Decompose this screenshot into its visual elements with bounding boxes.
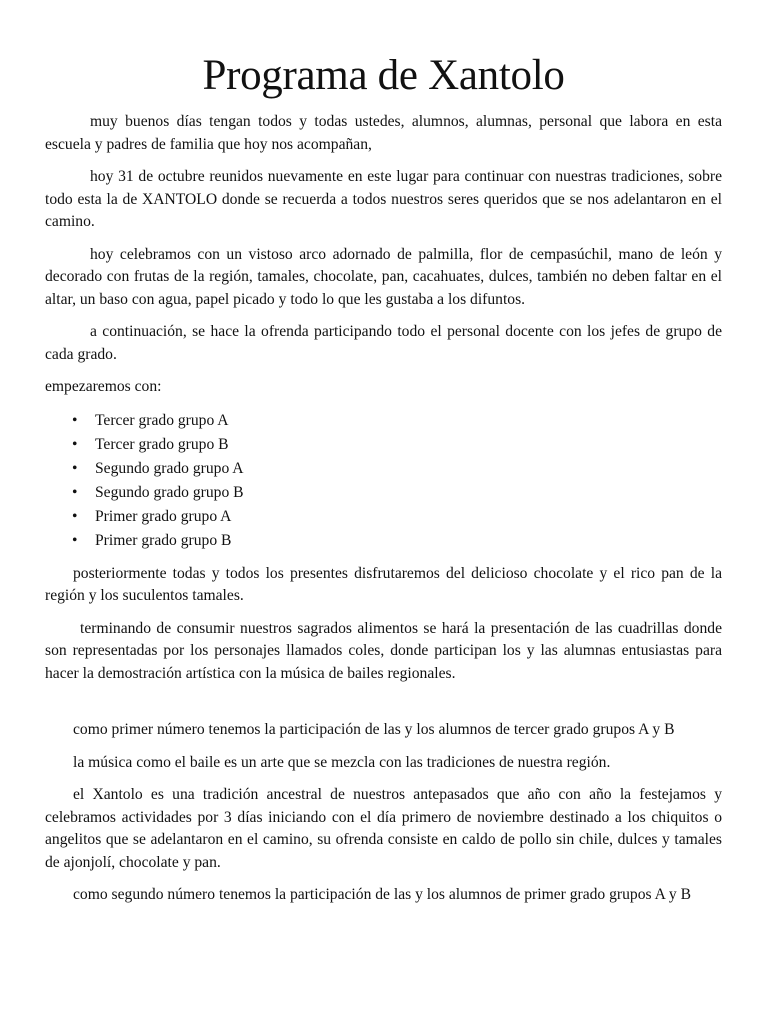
list-item: • Segundo grado grupo B <box>45 481 722 505</box>
paragraph-cuadrillas: terminando de consumir nuestros sagrados alimentos se hará la presentación de las cuadrillas donde son representadas por los personajes llamados coles, donde participan los y las alumnas entusiastas para hacer la demostración artística con la música de bailes regionales. <box>45 619 722 682</box>
paragraph-altar: hoy celebramos con un vistoso arco adornado de palmilla, flor de cempasúchil, mano de león y decorado con frutas de la región, tamales, chocolate, pan, cacahuates, dulces, también no deben faltar en el altar, un baso con agua, papel picado y todo lo que les gustaba a los difuntos. <box>45 245 722 308</box>
list-item: • Tercer grado grupo B <box>45 433 722 457</box>
paragraph-first-number: como primer número tenemos la participación de las y los alumnos de tercer grado grupos A y B <box>73 721 675 738</box>
document-page <box>45 0 722 907</box>
paragraph-chocolate: posteriormente todas y todos los presentes disfrutaremos del delicioso chocolate y el rico pan de la región y los suculentos tamales. <box>45 564 722 604</box>
document-title: Programa de Xantolo <box>202 52 565 99</box>
paragraph-date: hoy 31 de octubre reunidos nuevamente en este lugar para continuar con nuestras tradiciones, sobre todo esta la de XANTOLO donde se recuerda a todos nuestros seres queridos que se nos adelantaron en el camino. <box>45 168 722 230</box>
paragraph-offering: a continuación, se hace la ofrenda participando todo el personal docente con los jefes de grupo de cada grado. <box>45 323 722 363</box>
list-intro: empezaremos con: <box>45 378 162 395</box>
group-list <box>45 409 722 553</box>
paragraph-xantolo-tradition: el Xantolo es una tradición ancestral de nuestros antepasados que año con año la festejamos y celebramos actividades por 3 días iniciando con el día primero de noviembre destinado a los chiquitos o angelitos que se adelantaron en el camino, su ofrenda consiste en caldo de pollo sin chile, dulces y tamales de ajonjolí, chocolate y pan. <box>45 786 722 871</box>
list-item: • Primer grado grupo A <box>45 505 722 529</box>
paragraph-greeting: muy buenos días tengan todos y todas ustedes, alumnos, alumnas, personal que labora en esta escuela y padres de familia que hoy nos acompañan, <box>45 113 722 153</box>
paragraph-music: la música como el baile es un arte que se mezcla con las tradiciones de nuestra región. <box>73 753 611 771</box>
list-item: • Segundo grado grupo A <box>45 457 722 481</box>
list-item: • Primer grado grupo B <box>45 529 722 553</box>
paragraph-second-number: como segundo número tenemos la participación de las y los alumnos de primer grado grupos A y B <box>73 886 691 903</box>
list-item: • Tercer grado grupo A <box>45 409 722 433</box>
